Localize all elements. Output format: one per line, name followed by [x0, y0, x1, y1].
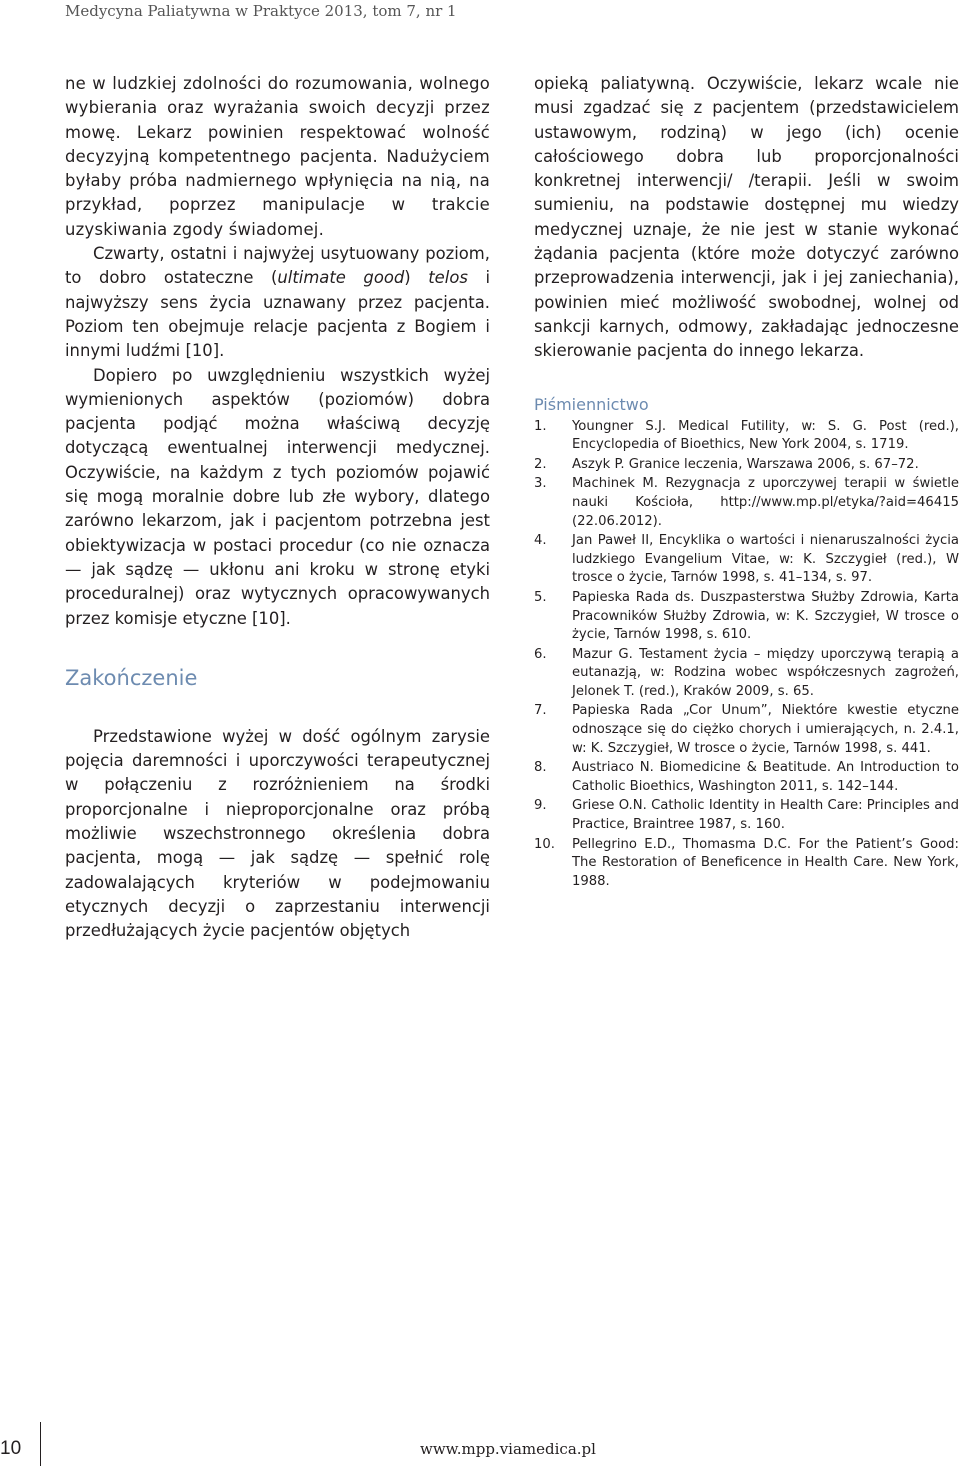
page-number-divider — [40, 1422, 41, 1466]
references-list — [534, 418, 959, 892]
paragraph: Przedstawione wyżej w dość ogólnym zarysie pojęcia daremności i uporczywości terapeutycznej w połączeniu z rozróżnieniem na środki proporcjonalne i nieproporcjonalne oraz próbą możliwie wszechstronnego określenia dobra pacjenta, mogą — jak sądzę — spełnić rolę zadowalających kryteriów w podejmowaniu etycznych decyzji o zaprzestaniu interwencji przedłużających życie pacjentów objętych — [65, 726, 490, 941]
paragraph: Dopiero po uwzględnieniu wszystkich wyżej wymienionych aspektów (poziomów) dobra pacjenta podjąć można właściwą decyzję dotyczącą ewentualnej interwencji medycznej. Oczywiście, na każdym z tych poziomów pojawić się mogą moralnie dobre lub złe wybory, dlatego zarówno lekarzom, jak i pacjentom potrzebna jest obiektywizacja w postaci procedur (co nie oznacza — jak sądzę — ukłonu ani kroku w stronę etyki proceduralnej) oraz wytycznych opracowywanych przez komisje etyczne [10]. — [65, 365, 490, 628]
text-run: Czwarty, ostatni i najwyżej usytuowany poziom, to dobro ostateczne ( — [65, 244, 490, 288]
right-column — [534, 72, 959, 892]
reference-number: 9. — [534, 798, 547, 814]
references-title: Piśmiennictwo — [534, 394, 649, 414]
paragraph: ne w ludzkiej zdolności do rozumowania, wolnego wybierania oraz wyrażania swoich decyzji przez mowę. Lekarz powinien respektować wolność decyzyjną kompetentnego pacjenta. Nadużyciem byłaby próba nadmiernego wpłynięcia na nią, na przykład, poprzez manipulacje w trakcie uzyskiwania zgody świadomej. — [65, 74, 490, 239]
reference-text: Youngner S.J. Medical Futility, w: S. G. Post (red.), Encyclopedia of Bioethics, New York 2004, s. 1719. — [572, 418, 959, 453]
reference-number: 8. — [534, 760, 547, 776]
footer-url: www.mpp.viamedica.pl — [420, 1440, 596, 1458]
reference-number: 2. — [534, 456, 547, 472]
reference-text: Machinek M. Rezygnacja z uporczywej terapii w świetle nauki Kościoła, http://www.mp.pl/etyka/?aid=46415 (22.06.2012). — [572, 476, 959, 529]
reference-item — [534, 532, 959, 588]
reference-item — [534, 589, 959, 645]
reference-text: Papieska Rada ds. Duszpasterstwa Służby Zdrowia, Karta Pracowników Służby Zdrowia, w: K. Szczygieł, W trosce o życie, Tarnów 1998, s. 610. — [572, 589, 959, 643]
reference-item — [534, 456, 959, 475]
reference-number: 5. — [534, 589, 547, 605]
reference-text: Mazur G. Testament życia – między uporczywą terapią a eutanazją, w: Rodzina wobec współczesnych zagrożeń, Jelonek T. (red.), Kraków 2009, s. 65. — [572, 646, 959, 699]
reference-item — [534, 702, 959, 758]
reference-item — [534, 475, 959, 531]
reference-item — [534, 418, 959, 455]
left-column — [65, 72, 490, 944]
reference-number: 6. — [534, 646, 547, 662]
section-title: Zakończenie — [65, 665, 198, 690]
reference-text: Austriaco N. Biomedicine & Beatitude. An Introduction to Catholic Bioethics, Washington 2011, s. 142–144. — [572, 760, 959, 794]
reference-number: 7. — [534, 703, 547, 719]
reference-number: 1. — [534, 418, 547, 434]
text-run: ) — [404, 268, 429, 288]
reference-text: Griese O.N. Catholic Identity in Health Care: Principles and Practice, Braintree 1987, s. 160. — [572, 798, 959, 833]
reference-text: Aszyk P. Granice leczenia, Warszawa 2006, s. 67–72. — [572, 456, 919, 472]
paragraph — [65, 242, 490, 363]
text-run: i najwyższy sens życia uznawany przez pacjenta. Poziom ten obejmuje relacje pacjenta z Bogiem i innymi ludźmi [10]. — [65, 268, 491, 361]
reference-item — [534, 797, 959, 834]
page-number: 10 — [0, 1438, 22, 1459]
reference-number: 4. — [534, 533, 547, 549]
text-italic: ultimate good — [277, 268, 405, 288]
reference-text: Papieska Rada „Cor Unum”, Niektóre kwestie etyczne odnoszące się do ciężko chorych i umierających, n. 2.4.1, w: K. Szczygieł, W trosce o życie, Tarnów 1998, s. 441. — [572, 703, 959, 756]
reference-item — [534, 759, 959, 796]
reference-text: Pellegrino E.D., Thomasma D.C. For the Patient’s Good: The Restoration of Beneficence in Health Care. New York, 1988. — [572, 836, 959, 889]
text-italic: telos — [428, 268, 468, 288]
reference-item — [534, 836, 959, 892]
paragraph: opieką paliatywną. Oczywiście, lekarz wcale nie musi zgadzać się z pacjentem (przedstawicielem ustawowym, rodziną) w jego (ich) ocenie całościowego dobra lub proporcjonalności konkretnej interwencji/ /terapii. Jeśli w swoim sumieniu, na podstawie dostępnej mu wiedzy medycznej uznaje, że nie jest w stanie wykonać żądania pacjenta (które może dotyczyć zarówno przeprowadzenia interwencji, jak i jej zaniechania), powinien mieć możliwość swobodnej, wolnej od sankcji karnych, odmowy, zakładając jednoczesne skierowanie pacjenta do innego lekarza. — [534, 74, 959, 361]
reference-number: 3. — [534, 476, 547, 492]
reference-number: 10. — [534, 836, 555, 852]
running-header: Medycyna Paliatywna w Praktyce 2013, tom 7, nr 1 — [65, 2, 457, 20]
reference-item — [534, 646, 959, 702]
reference-text: Jan Paweł II, Encyklika o wartości i nienaruszalności życia ludzkiego Evangelium Vitae, w: K. Szczygieł (red.), W trosce o życie, Tarnów 1998, s. 41–134, s. 97. — [572, 533, 959, 586]
